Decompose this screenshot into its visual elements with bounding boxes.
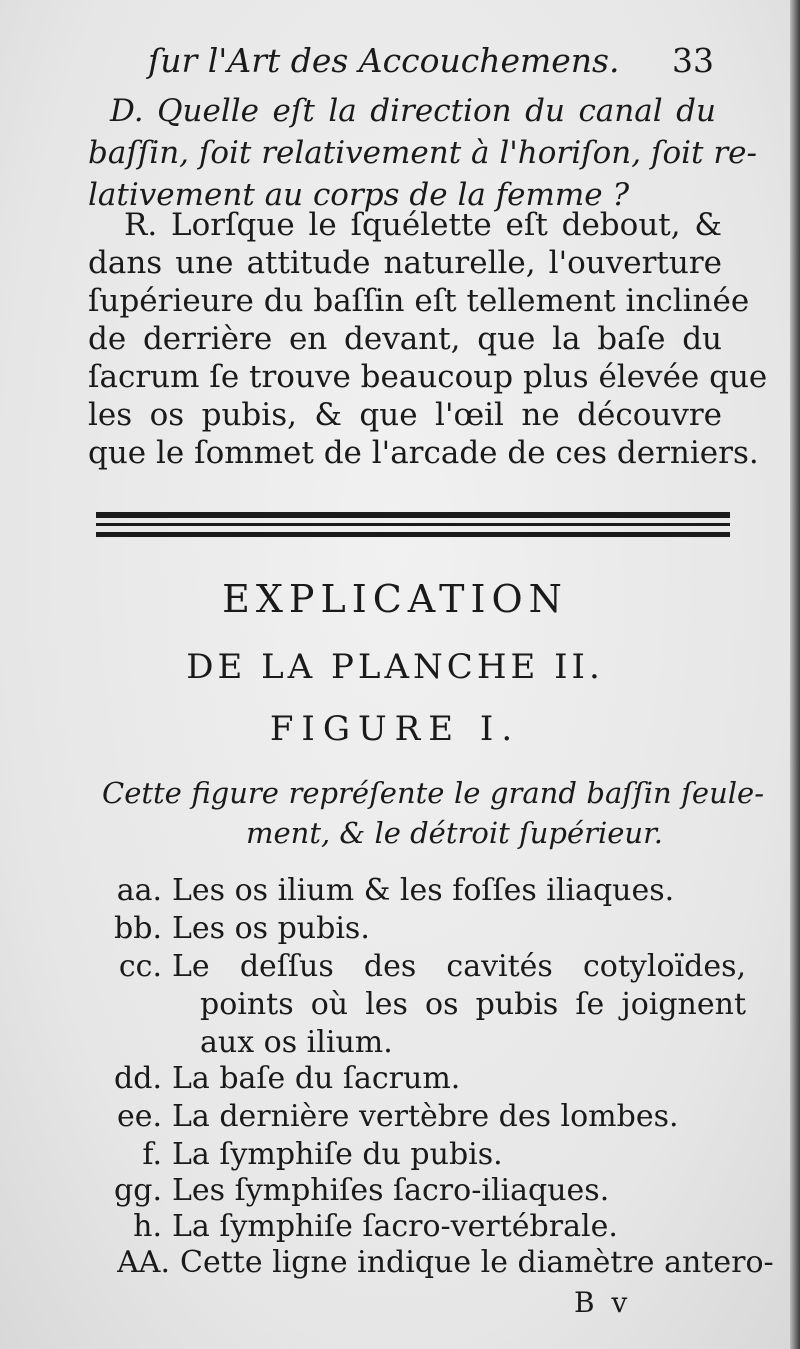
- legend-key: f.: [142, 1137, 162, 1172]
- page-number: 33: [672, 41, 714, 80]
- answer-line: dans une attitude naturelle, l'ouverture: [88, 245, 722, 281]
- legend-text: La ſymphiſe du pubis.: [172, 1137, 503, 1172]
- question-line: baſſin, ſoit relativement à l'horiſon, ſoit re-: [88, 135, 757, 171]
- legend-text: Le deſſus des cavités cotyloïdes,: [172, 949, 746, 984]
- legend-text: points où les os pubis ſe joignent: [200, 987, 746, 1022]
- legend-key: cc.: [118, 949, 162, 984]
- plate-subtitle: DE LA PLANCHE II.: [186, 647, 604, 687]
- legend-key: AA.: [117, 1245, 170, 1280]
- section-title: EXPLICATION: [222, 577, 568, 621]
- figure-heading: FIGURE I.: [269, 709, 521, 749]
- section-rule-thin: [96, 523, 730, 526]
- answer-line: que le ſommet de l'arcade de ces derniers.: [88, 435, 759, 471]
- question-line: lativement au corps de la femme ?: [88, 177, 630, 213]
- answer-line: ſupérieure du baſſin eſt tellement inclinée: [88, 283, 750, 319]
- answer-line: les os pubis, & que l'œil ne découvre: [88, 397, 722, 433]
- legend-key: dd.: [114, 1061, 162, 1096]
- book-gutter-edge: [790, 0, 800, 1349]
- legend-key: ee.: [116, 1099, 162, 1134]
- figure-caption-line: Cette figure repréſente le grand baſſin ſeule-: [102, 776, 764, 810]
- question-line: D. Quelle eſt la direction du canal du: [110, 93, 716, 129]
- figure-caption-line: ment, & le détroit ſupérieur.: [246, 816, 663, 850]
- legend-text: Les ſymphiſes ſacro-iliaques.: [172, 1173, 610, 1208]
- section-rule-thick: [96, 532, 730, 537]
- legend-text: Cette ligne indique le diamètre antero-: [180, 1245, 774, 1280]
- legend-text: Les os pubis.: [172, 911, 370, 946]
- legend-key: aa.: [116, 873, 162, 908]
- answer-line: ſacrum ſe trouve beaucoup plus élevée que: [88, 359, 768, 395]
- legend-key: h.: [133, 1209, 162, 1244]
- legend-text: La baſe du ſacrum.: [172, 1061, 461, 1096]
- signature-mark: B v: [574, 1286, 632, 1319]
- answer-line: R. Lorſque le ſquélette eſt debout, &: [124, 207, 722, 243]
- running-title: ſur l'Art des Accouchemens.: [148, 41, 620, 80]
- legend-text: aux os ilium.: [200, 1025, 393, 1060]
- running-header: [148, 42, 714, 80]
- answer-line: de derrière en devant, que la baſe du: [88, 321, 722, 357]
- legend-text: La dernière vertèbre des lombes.: [172, 1099, 679, 1134]
- legend-key: gg.: [114, 1173, 162, 1208]
- legend-text: Les os ilium & les foſſes iliaques.: [172, 873, 675, 908]
- section-rule-thick: [96, 512, 730, 518]
- legend-text: La ſymphiſe ſacro-vertébrale.: [172, 1209, 618, 1244]
- legend-key: bb.: [114, 911, 162, 946]
